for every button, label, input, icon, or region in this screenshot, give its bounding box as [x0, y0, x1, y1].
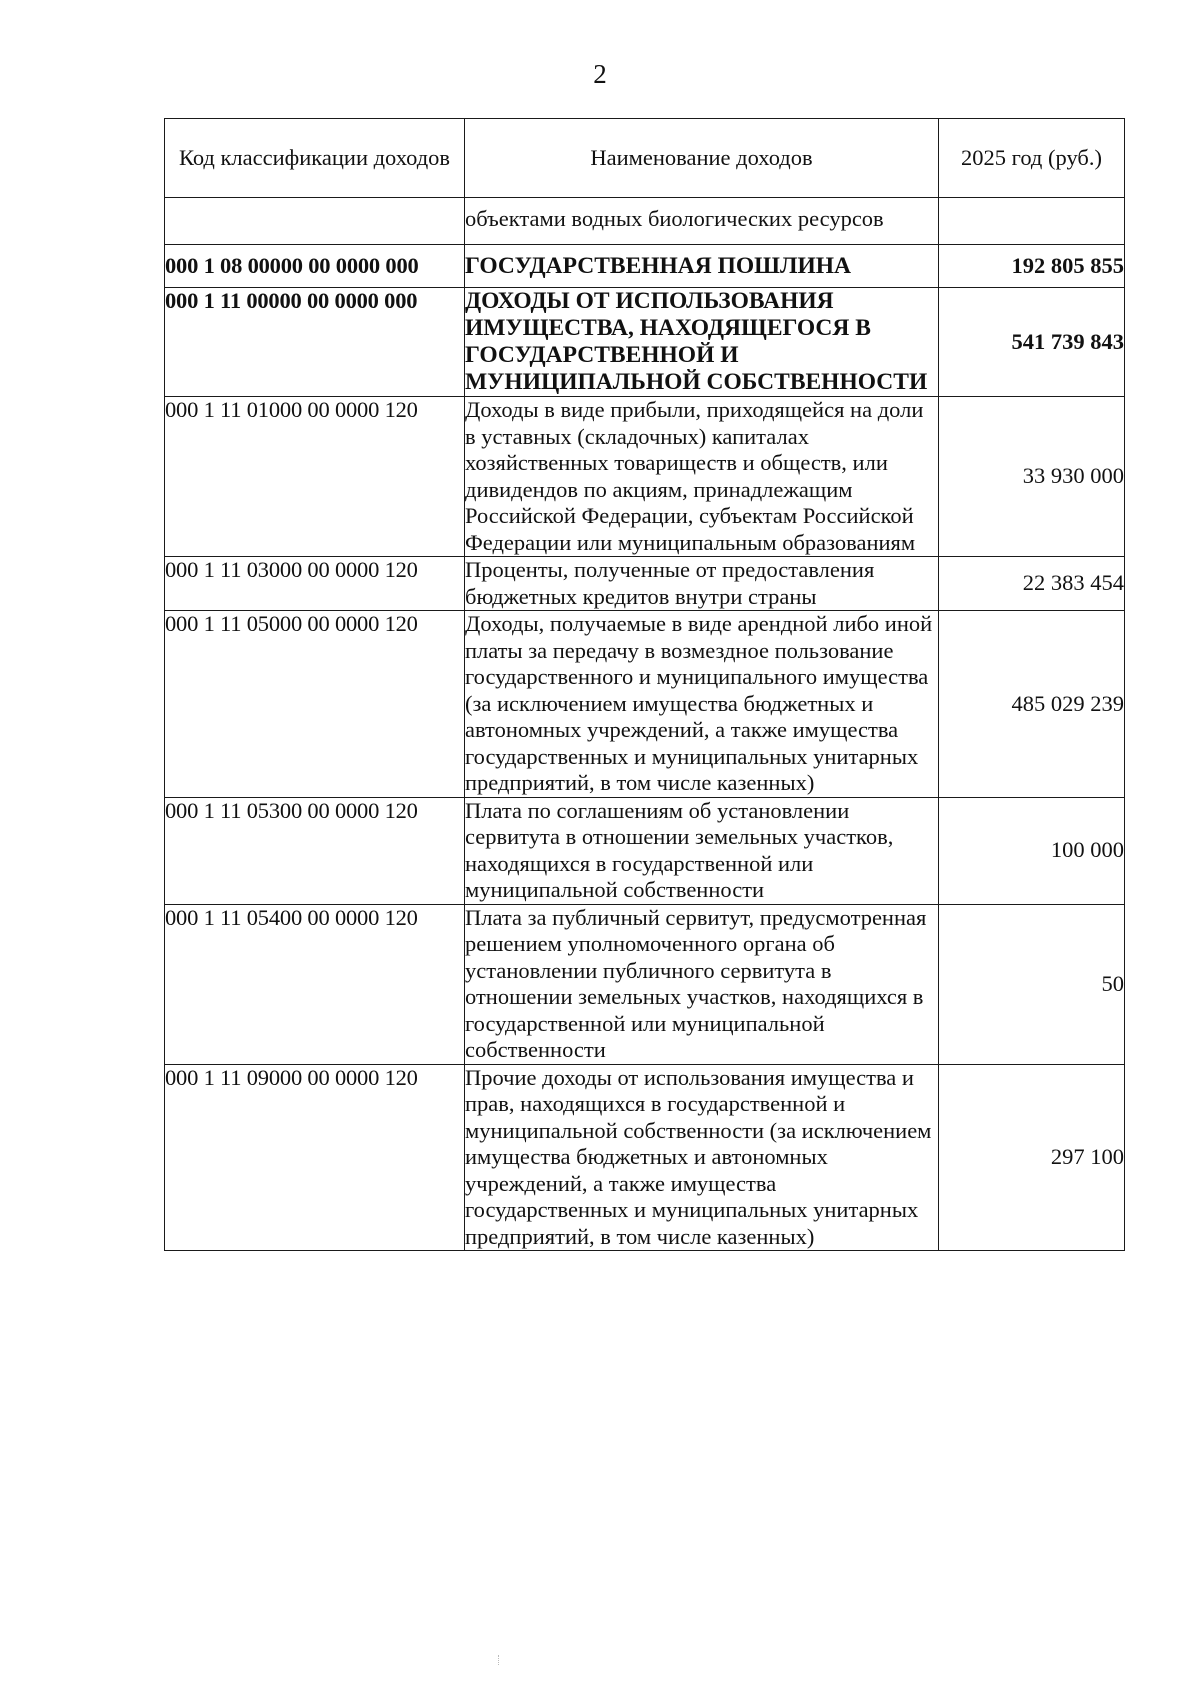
row-code: 000 1 11 05400 00 0000 120 — [165, 904, 465, 1064]
income-table — [164, 118, 1125, 1251]
continuation-code-cell — [165, 198, 465, 245]
row-code: 000 1 11 01000 00 0000 120 — [165, 397, 465, 557]
row-name: Доходы, получаемые в виде арендной либо иной платы за передачу в возмездное пользование государственного и муниципального имущества (за исключением имущества бюджетных и автономных учреждений, а также имущества государственных и муниципальных унитарных предприятий, в том числе казенных) — [465, 611, 939, 798]
row-name: Плата за публичный сервитут, предусмотренная решением уполномоченного органа об установлении публичного сервитута в отношении земельных участков, находящихся в государственной или муниципальной собственности — [465, 904, 939, 1064]
table-row — [165, 611, 1125, 798]
row-code: 000 1 11 00000 00 0000 000 — [165, 288, 465, 397]
header-row — [165, 119, 1125, 198]
table-row — [165, 245, 1125, 288]
table-body — [165, 198, 1125, 1251]
row-name: ДОХОДЫ ОТ ИСПОЛЬЗОВАНИЯ ИМУЩЕСТВА, НАХОДЯЩЕГОСЯ В ГОСУДАРСТВЕННОЙ И МУНИЦИПАЛЬНОЙ СОБСТВЕННОСТИ — [465, 288, 939, 397]
row-amount: 192 805 855 — [939, 245, 1125, 288]
row-amount: 541 739 843 — [939, 288, 1125, 397]
row-name: Плата по соглашениям об установлении сервитута в отношении земельных участков, находящихся в государственной или муниципальной собственности — [465, 797, 939, 904]
scan-artifact — [498, 1655, 501, 1665]
row-amount: 33 930 000 — [939, 397, 1125, 557]
page-number: 2 — [593, 59, 607, 89]
row-name: ГОСУДАРСТВЕННАЯ ПОШЛИНА — [465, 245, 939, 288]
table-row — [165, 797, 1125, 904]
row-amount: 485 029 239 — [939, 611, 1125, 798]
table-row — [165, 557, 1125, 611]
continuation-row — [165, 198, 1125, 245]
table-row — [165, 397, 1125, 557]
continuation-amount-cell — [939, 198, 1125, 245]
row-amount: 100 000 — [939, 797, 1125, 904]
continuation-name-cell: объектами водных биологических ресурсов — [465, 198, 939, 245]
table-row — [165, 288, 1125, 397]
row-amount: 297 100 — [939, 1064, 1125, 1251]
table-header — [165, 119, 1125, 198]
row-code: 000 1 11 03000 00 0000 120 — [165, 557, 465, 611]
row-amount: 22 383 454 — [939, 557, 1125, 611]
header-amount: 2025 год (руб.) — [939, 119, 1125, 198]
table-row — [165, 904, 1125, 1064]
row-name: Проценты, полученные от предоставления бюджетных кредитов внутри страны — [465, 557, 939, 611]
header-name: Наименование доходов — [465, 119, 939, 198]
row-amount: 50 — [939, 904, 1125, 1064]
row-code: 000 1 11 05000 00 0000 120 — [165, 611, 465, 798]
header-code: Код классификации доходов — [165, 119, 465, 198]
row-name: Прочие доходы от использования имущества и прав, находящихся в государственной и муниципальной собственности (за исключением имущества бюджетных и автономных учреждений, а также имущества государственных и муниципальных унитарных предприятий, в том числе казенных) — [465, 1064, 939, 1251]
table-row — [165, 1064, 1125, 1251]
row-code: 000 1 11 09000 00 0000 120 — [165, 1064, 465, 1251]
row-name: Доходы в виде прибыли, приходящейся на доли в уставных (складочных) капиталах хозяйственных товариществ и обществ, или дивидендов по акциям, принадлежащим Российской Федерации, субъектам Российской Федерации или муниципальным образованиям — [465, 397, 939, 557]
row-code: 000 1 08 00000 00 0000 000 — [165, 245, 465, 288]
row-code: 000 1 11 05300 00 0000 120 — [165, 797, 465, 904]
